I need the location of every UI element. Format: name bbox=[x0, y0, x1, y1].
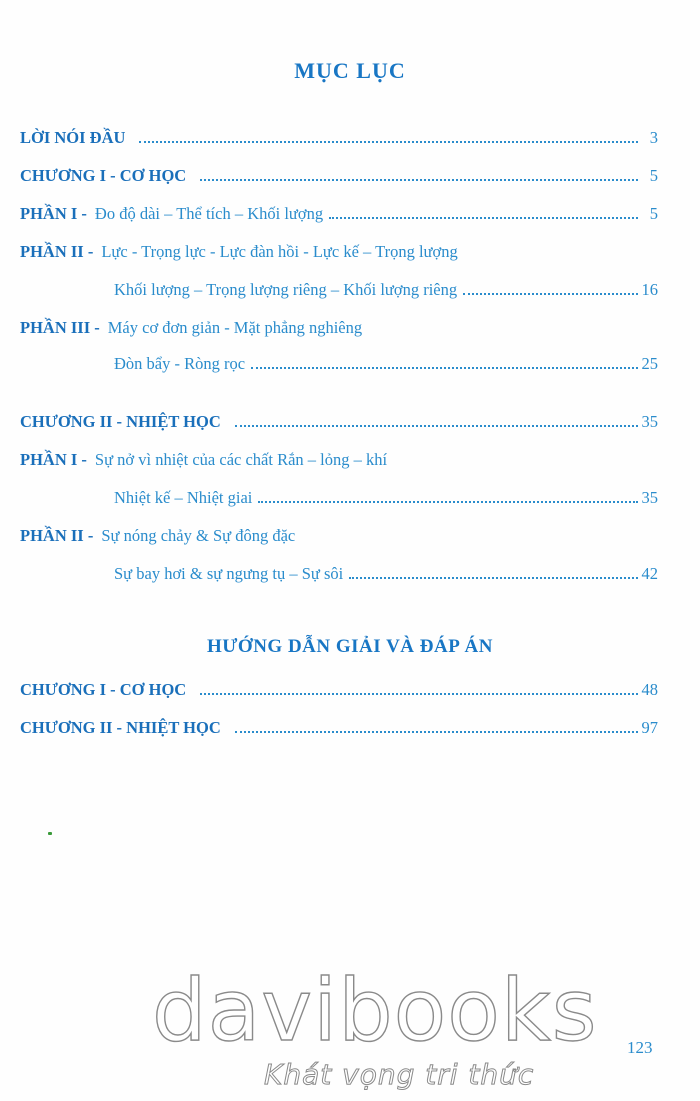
toc-row-label: PHẦN I - bbox=[20, 204, 87, 223]
toc-row-part-2 bbox=[20, 238, 658, 262]
watermark-logo: davibooks bbox=[152, 961, 598, 1061]
leader-dots bbox=[329, 217, 638, 219]
page-title: MỤC LỤC bbox=[294, 58, 406, 83]
toc-row-chapter-2 bbox=[20, 408, 658, 432]
toc-row-label: PHẦN III - bbox=[20, 318, 100, 337]
toc-row-label: PHẦN II - bbox=[20, 242, 94, 261]
toc-row-part-1b-cont bbox=[114, 484, 658, 508]
toc-row-label: CHƯƠNG II - NHIỆT HỌC bbox=[20, 412, 221, 431]
toc-row-text: Sự bay hơi & sự ngưng tụ – Sự sôi bbox=[114, 564, 344, 583]
toc-row-part-1 bbox=[20, 200, 658, 224]
answers-row-chapter-2 bbox=[20, 714, 658, 738]
leader-dots bbox=[235, 731, 638, 733]
toc-row-label: PHẦN I - bbox=[20, 450, 87, 469]
toc-row-label: PHẦN II - bbox=[20, 526, 94, 545]
toc-row-label: CHƯƠNG I - CƠ HỌC bbox=[20, 166, 187, 185]
toc-row-text: Đo độ dài – Thể tích – Khối lượng bbox=[94, 204, 324, 223]
watermark-tagline: Khát vọng tri thức bbox=[264, 1058, 535, 1091]
toc-row-chapter-1 bbox=[20, 162, 658, 186]
toc-row-text: Lực - Trọng lực - Lực đàn hồi - Lực kế – Trọng lượng bbox=[101, 242, 458, 261]
toc-row-part-2b bbox=[20, 522, 658, 546]
leader-dots bbox=[349, 577, 637, 579]
answers-row-label: CHƯƠNG I - CƠ HỌC bbox=[20, 680, 187, 699]
answers-row-page: 48 bbox=[641, 680, 658, 699]
toc-row-text: Đòn bẩy - Ròng rọc bbox=[114, 354, 246, 373]
toc-row-label: LỜI NÓI ĐẦU bbox=[20, 128, 126, 147]
leader-dots bbox=[463, 293, 637, 295]
leader-dots bbox=[258, 501, 637, 503]
answers-row-chapter-1 bbox=[20, 676, 658, 700]
answers-section-title: HƯỚNG DẪN GIẢI VÀ ĐÁP ÁN bbox=[207, 636, 493, 657]
leader-dots bbox=[200, 693, 637, 695]
toc-row-text: Khối lượng – Trọng lượng riêng – Khối lượng riêng bbox=[114, 280, 458, 299]
toc-row-page: 35 bbox=[641, 488, 658, 507]
toc-row-part-2-cont bbox=[114, 276, 658, 300]
page-number: 123 bbox=[627, 1038, 653, 1057]
toc-row-page: 42 bbox=[641, 564, 658, 583]
toc-row-page: 25 bbox=[641, 354, 658, 373]
toc-row-part-2b-cont bbox=[114, 560, 658, 584]
toc-row-page: 16 bbox=[641, 280, 658, 299]
toc-row-page: 5 bbox=[649, 204, 658, 223]
answers-row-label: CHƯƠNG II - NHIỆT HỌC bbox=[20, 718, 221, 737]
toc-row-page: 35 bbox=[641, 412, 658, 431]
toc-row-text: Sự nóng chảy & Sự đông đặc bbox=[101, 526, 296, 545]
toc-row-page: 5 bbox=[649, 166, 658, 185]
toc-row-text: Máy cơ đơn giản - Mặt phẳng nghiêng bbox=[107, 318, 363, 337]
leader-dots bbox=[251, 367, 637, 369]
toc-row-preface bbox=[20, 124, 658, 148]
toc-row-part-3-cont bbox=[114, 350, 658, 374]
leader-dots bbox=[200, 179, 638, 181]
answers-row-page: 97 bbox=[641, 718, 658, 737]
ink-speck bbox=[48, 832, 52, 835]
toc-row-part-1b bbox=[20, 446, 658, 470]
toc-row-part-3 bbox=[20, 314, 658, 338]
toc-row-page: 3 bbox=[649, 128, 658, 147]
toc-row-text: Nhiệt kế – Nhiệt giai bbox=[114, 488, 253, 507]
leader-dots bbox=[235, 425, 638, 427]
leader-dots bbox=[139, 141, 638, 143]
toc-row-text: Sự nở vì nhiệt của các chất Rắn – lỏng – khí bbox=[94, 450, 388, 469]
